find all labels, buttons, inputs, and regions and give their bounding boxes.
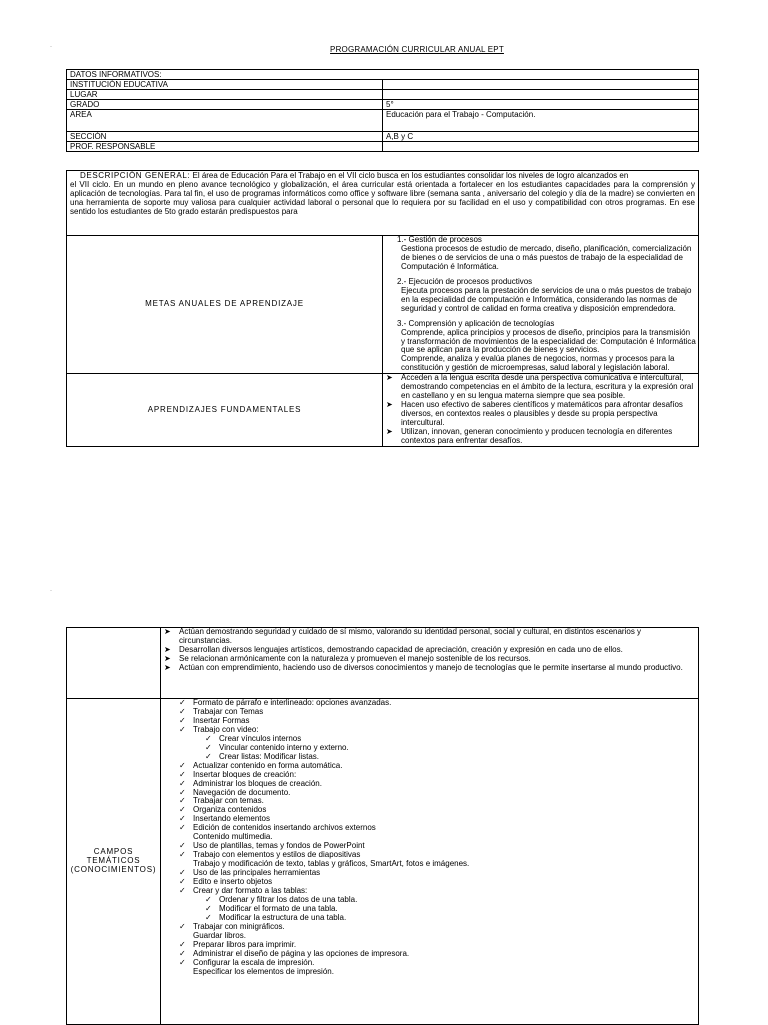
description-text-2: el VII ciclo. En un mundo en pleno avance tecnológico y globalización, el área curricular está orientada a fortalecer en los estudiantes capacidades para la comprensión y aplicación de tecnologías. Para tal fin, el uso de programas informáticos como office y software libre (semana santa , aniversario del colegio y día de la madre) se convierten en una herramienta de soporte muy valiosa para cualquier actividad laboral o personal que lo requiera por su facilidad en el uso y compatibilidad con otros programas. En ese sentido los estudiantes de 5to grado estarán predispuestos para (70, 179, 695, 216)
topic-text: Preparar libros para imprimir. (193, 939, 297, 949)
list-item: ➤ Acceden a la lengua escrita desde una perspectiva comunicativa e intercultural, demostrando competencias en el ámbito de la lectura, escritura y la expresión oral en castellano y en su lengua materna siempre que sea posible. (386, 373, 694, 401)
info-value (383, 80, 699, 90)
check-bullet-icon: ✓ (179, 796, 186, 806)
meta-text: Gestiona procesos de estudio de mercado, diseño, planificación, comercialización de bienes o de servicios de una o más puestos de trabajo de la especialidad de Computación é Informática. (401, 243, 692, 271)
list-item: ➤ Desarrollan diversos lenguajes artísticos, demostrando capacidad de apreciación, creación y expresión en cada uno de ellos. (164, 644, 623, 654)
topic-text: Insertando elementos (193, 814, 270, 824)
topic-text: Administrar los bloques de creación. (193, 778, 322, 788)
topic-text: Organiza contenidos (193, 805, 267, 815)
topic-text: Configurar la escala de impresión. (193, 957, 315, 967)
meta-text: Comprende, analiza y evalúa planes de negocios, normas y procesos para la constitución y gestión de microempresas, salud laboral y legislación laboral. (401, 354, 675, 373)
campos-cell (161, 699, 699, 1025)
topic-text: Modificar la estructura de una tabla. (219, 912, 347, 922)
check-bullet-icon: ✓ (179, 805, 186, 815)
list-item: ➤ Utilizan, innovan, generan conocimiento y producen tecnología en diferentes contextos para enfrentar desafíos. (386, 427, 673, 446)
topic-text: Uso de las principales herramientas (193, 868, 321, 878)
list-item: ➤ Hacen uso efectivo de saberes científicos y matemáticos para afrontar desafíos diversos, en contextos reales o plausibles y desde su propia perspectiva intercultural. (386, 400, 683, 428)
curriculum-table (66, 170, 699, 447)
aprendizajes-list-continued (163, 628, 696, 673)
campos-label: CAMPOS TEMÁTICOS (CONOCIMIENTOS) (67, 699, 161, 1025)
check-bullet-icon: ✓ (179, 877, 186, 887)
check-bullet-icon: ✓ (179, 886, 186, 896)
topic-text: Edición de contenidos insertando archivos externos (193, 823, 376, 833)
info-value (383, 90, 699, 100)
topic-item (179, 923, 696, 932)
arrow-bullet-icon: ➤ (164, 653, 171, 663)
arrow-bullet-icon: ➤ (386, 427, 393, 437)
topic-text: Crear y dar formato a las tablas: (193, 886, 308, 896)
topic-text: Trabajo con video: (193, 724, 259, 734)
check-bullet-icon: ✓ (205, 751, 212, 761)
check-bullet-icon: ✓ (179, 706, 186, 716)
meta-text: Ejecuta procesos para la prestación de servicios de una o más puestos de trabajo en la especialidad de computación e Informática, considerando las normas de seguridad y control de calidad en forma creativa y disposición emprendedora. (401, 285, 692, 313)
meta-heading: 1.- Gestión de procesos (397, 235, 482, 244)
topic-text: Crear vínculos internos (219, 733, 302, 743)
check-bullet-icon: ✓ (179, 850, 186, 860)
topic-text: Trabajo y modificación de texto, tablas y gráficos, SmartArt, fotos e imágenes. (193, 859, 470, 869)
topic-text: Modificar el formato de una tabla. (219, 903, 338, 913)
check-bullet-icon: ✓ (205, 903, 212, 913)
meta-text: Comprende, aplica principios y procesos de diseño, principios para la transmisión y transformación de movimientos de la especialidad de: Computación é Informática que se aplican para la producción de bienes y servicios. (401, 327, 696, 355)
metas-cell (383, 236, 699, 374)
topic-text: Especificar los elementos de impresión. (193, 966, 334, 976)
info-value (383, 142, 699, 152)
info-table (66, 69, 699, 152)
check-bullet-icon: ✓ (205, 742, 212, 752)
list-item: ➤ Actúan demostrando seguridad y cuidado de sí mismo, valorando su identidad personal, social y cultural, en distintos escenarios y circunstancias. (164, 627, 642, 645)
topic-text: Trabajo con elementos y estilos de diapositivas (193, 850, 361, 860)
page-mark: · (50, 44, 52, 50)
info-label: LUGAR (67, 90, 383, 100)
aprendizajes-label-empty (67, 628, 161, 699)
info-value: A,B y C (383, 132, 699, 142)
check-bullet-icon: ✓ (179, 841, 186, 851)
topic-text: Insertar bloques de creación: (193, 769, 297, 779)
topic-text: Trabajar con temas. (193, 796, 264, 806)
check-bullet-icon: ✓ (179, 769, 186, 779)
list-item: ➤ Se relacionan armónicamente con la naturaleza y promueven el manejo sostenible de los recursos. (164, 653, 531, 663)
check-bullet-icon: ✓ (179, 957, 186, 967)
description-label: DESCRIPCIÓN GENERAL: (80, 171, 191, 180)
topic-text: Administrar el diseño de página y las opciones de impresora. (193, 948, 410, 958)
check-bullet-icon: ✓ (179, 787, 186, 797)
aprendizajes-list (385, 374, 696, 446)
check-bullet-icon: ✓ (179, 724, 186, 734)
list-item: ➤ Actúan con emprendimiento, haciendo uso de diversos conocimientos y manejo de tecnologías que le permite insertarse al mundo productivo. (164, 662, 683, 672)
arrow-bullet-icon: ➤ (164, 627, 171, 636)
info-header: DATOS INFORMATIVOS: (67, 70, 699, 80)
topic-text: Vincular contenido interno y externo. (219, 742, 349, 752)
topic-item (179, 708, 696, 717)
topic-text: Trabajar con minigráficos. (193, 921, 285, 931)
check-bullet-icon: ✓ (205, 733, 212, 743)
description-cell (67, 171, 699, 236)
page-title: PROGRAMACIÓN CURRICULAR ANUAL EPT (330, 45, 504, 54)
topic-text: Formato de párrafo e interlineado: opciones avanzadas. (193, 698, 392, 707)
meta-heading: 2.- Ejecución de procesos productivos (397, 276, 533, 286)
check-bullet-icon: ✓ (205, 912, 212, 922)
check-bullet-icon: ✓ (179, 921, 186, 931)
check-bullet-icon: ✓ (179, 823, 186, 833)
topic-text: Guardar libros. (193, 930, 246, 940)
topic-text: Ordenar y filtrar los datos de una tabla. (219, 894, 358, 904)
arrow-bullet-icon: ➤ (164, 662, 171, 672)
check-bullet-icon: ✓ (179, 715, 186, 725)
check-bullet-icon: ✓ (205, 894, 212, 904)
arrow-bullet-icon: ➤ (386, 373, 393, 383)
aprendizajes-cell-continued (161, 628, 699, 699)
topic-text: Edito e inserto objetos (193, 877, 273, 887)
meta-heading: 3.- Comprensión y aplicación de tecnologías (397, 318, 555, 328)
topic-item (179, 968, 696, 977)
aprendizajes-cell (383, 374, 699, 447)
topic-text: Contenido multimedia. (193, 832, 273, 842)
topic-text: Crear listas: Modificar listas. (219, 751, 320, 761)
info-label: GRADO (67, 100, 383, 110)
page-mark: · (50, 588, 52, 594)
topic-text: Insertar Formas (193, 715, 250, 725)
topic-text: Navegación de documento. (193, 787, 291, 797)
arrow-bullet-icon: ➤ (164, 644, 171, 654)
check-bullet-icon: ✓ (179, 778, 186, 788)
campos-list (179, 699, 696, 977)
curriculum-table-continued (66, 627, 699, 1025)
topic-text: Actualizar contenido en forma automática. (193, 760, 343, 770)
check-bullet-icon: ✓ (179, 868, 186, 878)
aprendizajes-label: APRENDIZAJES FUNDAMENTALES (67, 374, 383, 447)
info-label: SECCIÓN (67, 132, 383, 142)
metas-label: METAS ANUALES DE APRENDIZAJE (67, 236, 383, 374)
check-bullet-icon: ✓ (179, 698, 186, 707)
topic-text: Trabajar con Temas (193, 706, 264, 716)
topic-text: Uso de plantillas, temas y fondos de PowerPoint (193, 841, 365, 851)
info-label: INSTITUCIÓN EDUCATIVA (67, 80, 383, 90)
check-bullet-icon: ✓ (179, 760, 186, 770)
arrow-bullet-icon: ➤ (386, 400, 393, 410)
check-bullet-icon: ✓ (179, 939, 186, 949)
description-text: El área de Educación Para el Trabajo en el VII ciclo busca en los estudiantes consolidar los niveles de logro alcanzados en (192, 171, 629, 180)
info-label: AREA (67, 110, 383, 132)
info-value: 5° (383, 100, 699, 110)
info-value: Educación para el Trabajo - Computación. (383, 110, 699, 132)
check-bullet-icon: ✓ (179, 814, 186, 824)
check-bullet-icon: ✓ (179, 948, 186, 958)
info-label: PROF. RESPONSABLE (67, 142, 383, 152)
